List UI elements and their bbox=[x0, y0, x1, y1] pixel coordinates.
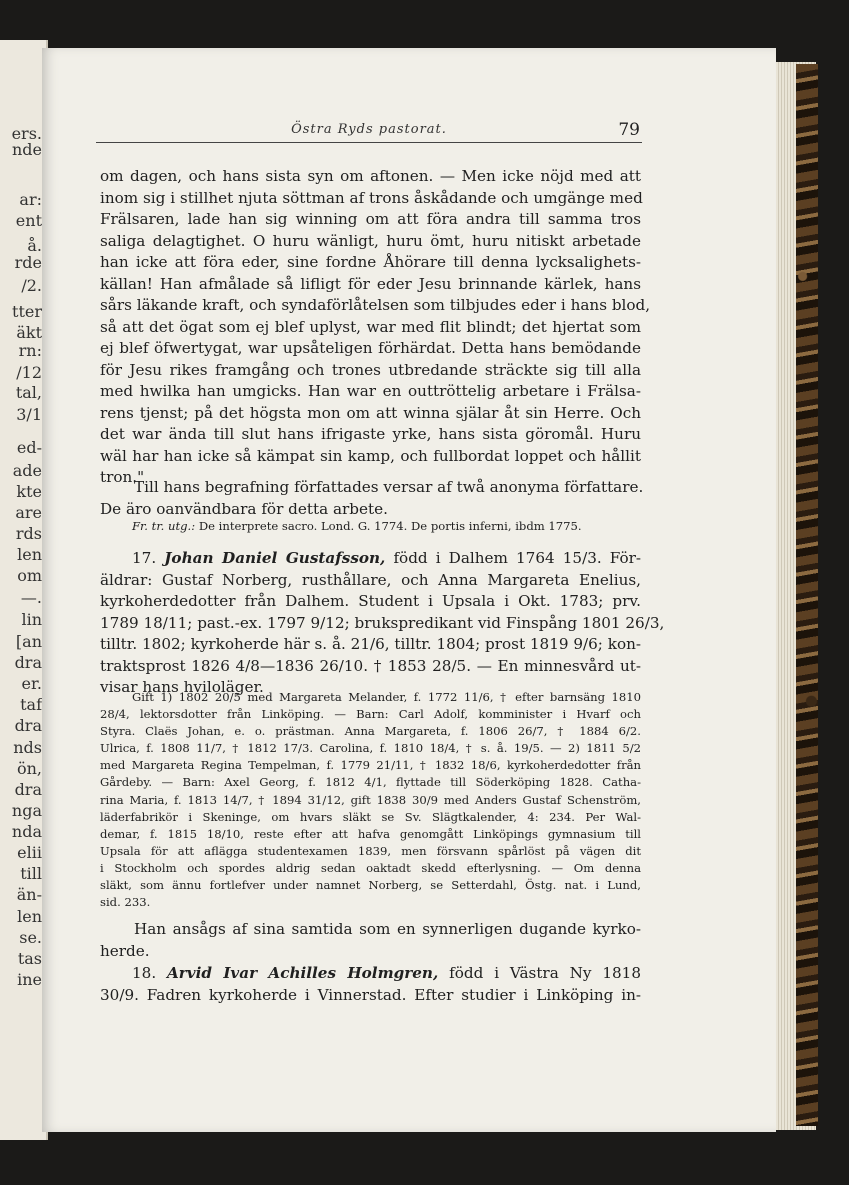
marbled-edge bbox=[796, 64, 818, 1126]
text-line: sid. 233. bbox=[100, 895, 151, 910]
left-page-fragment: ed- bbox=[16, 438, 42, 457]
entry-17 bbox=[100, 548, 665, 699]
text-line: Till hans begrafning författades versar af twå anonyma författare. bbox=[134, 478, 644, 496]
text-line: saliga delagtighet. O huru wänligt, huru ömt, huru nitiskt arbetade bbox=[100, 231, 641, 250]
left-page-fragment: än- bbox=[16, 885, 42, 904]
paragraph-1 bbox=[100, 166, 651, 489]
text-line: äldrar: Gustaf Norberg, rusthållare, och Anna Margareta Enelius, bbox=[100, 570, 641, 589]
left-page-fragment: lin bbox=[21, 610, 42, 629]
text-line: Gårdeby. — Barn: Axel Georg, f. 1812 4/1, flyttade till Söderköping 1828. Catha- bbox=[100, 775, 641, 790]
text-line: läderfabrikör i Skeninge, om hvars släkt se Sv. Slägtkalender, 4: 234. Per Wal- bbox=[100, 809, 641, 824]
source-note-label: Fr. tr. utg.: bbox=[132, 519, 196, 533]
left-page-fragment: dra bbox=[14, 653, 42, 672]
text-line: för Jesu rikes framgång och trones utbredande sträckte sig till alla bbox=[100, 360, 641, 379]
entry-17-first-line bbox=[100, 548, 641, 570]
entry-18 bbox=[100, 963, 641, 1006]
left-page-fragment: 3/1 bbox=[16, 405, 42, 424]
entry-name: Arvid Ivar Achilles Holmgren, bbox=[167, 964, 439, 982]
left-page-fragment: se. bbox=[19, 928, 42, 947]
left-page-fragment: rds bbox=[15, 524, 42, 543]
text-line: Ulrica, f. 1808 11/7, † 1812 17/3. Carolina, f. 1810 18/4, † s. å. 19/5. — 2) 1811 5/2 bbox=[100, 741, 641, 756]
text-line: 28/4, lektorsdotter från Linköping. — Barn: Carl Adolf, komminister i Hvarf och bbox=[100, 707, 641, 722]
text-line: tron." bbox=[100, 468, 145, 486]
text-line: inom sig i stillhet njuta söttman af trons åskådande och umgänge med bbox=[100, 188, 643, 207]
text-line: så att det ögat som ej blef uplyst, war med flit blindt; det hjertat som bbox=[100, 317, 641, 336]
left-page-fragment: len bbox=[17, 907, 42, 926]
left-page-fragment: kte bbox=[16, 482, 42, 501]
text-line: De äro oanvändbara för detta arbete. bbox=[100, 499, 388, 518]
text-line: kyrkoherdedotter från Dalhem. Student i Upsala i Okt. 1783; prv. bbox=[100, 592, 641, 610]
text-line: Upsala för att aflägga studentexamen 1839, men försvann spårlöst på vägen dit bbox=[100, 843, 641, 858]
text-line: Frälsaren, lade han sig winning om att föra andra till samma tros bbox=[100, 210, 641, 228]
entry-name: Johan Daniel Gustafsson, bbox=[164, 549, 386, 567]
entry-18-first-line bbox=[100, 963, 641, 985]
text-line: född i Västra Ny 1818 bbox=[449, 964, 641, 982]
left-page-fragment: om bbox=[17, 566, 42, 585]
text-line: med hwilka han umgicks. Han war en outtröttelig arbetare i Frälsa- bbox=[100, 382, 641, 400]
left-page-fragment: —. bbox=[20, 588, 42, 607]
left-page-fragment: elii bbox=[17, 843, 42, 862]
text-line: ej blef öfwertygat, war upsåteligen förhärdat. Detta hans bemödande bbox=[100, 339, 641, 357]
left-page-fragment: nga bbox=[11, 801, 42, 820]
left-page-fragment: tas bbox=[17, 949, 42, 968]
entry-number: 18. bbox=[132, 964, 157, 982]
running-title: Östra Ryds pastorat. bbox=[291, 122, 447, 137]
page-header bbox=[96, 120, 642, 143]
left-page-fragment: nda bbox=[11, 822, 42, 841]
left-page-fragment: [an bbox=[15, 632, 42, 651]
left-page-fragment: ent bbox=[15, 211, 42, 230]
text-line: med Margareta Regina Tempelman, f. 1779 21/11, † 1832 18/6, kyrkoherdedotter från bbox=[100, 758, 641, 773]
text-line: tilltr. 1802; kyrkoherde här s. å. 21/6, tilltr. 1804; prost 1819 9/6; kon- bbox=[100, 635, 642, 653]
text-line: Styra. Claës Johan, e. o. prästman. Anna Margareta, f. 1806 26/7, † 1884 6/2. bbox=[100, 724, 641, 739]
text-line: visar hans hviloläger. bbox=[100, 678, 264, 696]
left-page-fragment: /2. bbox=[21, 276, 42, 295]
left-page-fragment: äkt bbox=[16, 323, 42, 342]
left-page-fragment: taf bbox=[20, 695, 42, 714]
text-line: det war ända till slut hans ifrigaste yrke, hans sista göromål. Huru bbox=[100, 425, 641, 443]
left-page-fragment: dra bbox=[14, 716, 42, 735]
left-page bbox=[0, 40, 48, 1140]
text-line: wäl har han icke så kämpat sin kamp, och fullbordat loppet och hållit bbox=[100, 446, 641, 465]
left-page-fragment: ine bbox=[17, 970, 42, 989]
left-page-fragment: tal, bbox=[15, 383, 42, 402]
text-line: källan! Han afmålade så lifligt för eder Jesu brinnande kärlek, hans bbox=[100, 274, 641, 293]
text-line: född i Dalhem 1764 15/3. För- bbox=[393, 549, 642, 567]
left-page-fragment: å. bbox=[27, 236, 42, 255]
text-line: släkt, som ännu fortlefver under namnet Norberg, se Setterdahl, Östg. nat. i Lund, bbox=[100, 878, 641, 893]
text-line: traktsprost 1826 4/8—1836 26/10. † 1853 28/5. — En minnesvård ut- bbox=[100, 656, 641, 675]
text-line: rina Maria, f. 1813 14/7, † 1894 31/12, gift 1838 30/9 med Anders Gustaf Schenström, bbox=[100, 792, 641, 807]
paragraph-3 bbox=[100, 919, 641, 962]
family-notes bbox=[100, 689, 641, 911]
left-page-fragment: nde bbox=[11, 140, 42, 159]
left-page-fragment: er. bbox=[21, 674, 42, 693]
text-line: Gift 1) 1802 20/5 med Margareta Melander, f. 1772 11/6, † efter barnsäng 1810 bbox=[132, 690, 641, 704]
left-page-fragment: tter bbox=[12, 302, 42, 321]
left-page-fragment: are bbox=[15, 503, 42, 522]
text-line: Han ansågs af sina samtida som en synnerligen dugande kyrko- bbox=[134, 920, 641, 938]
left-page-fragment: till bbox=[20, 864, 42, 883]
text-line: i Stockholm och spordes aldrig sedan oaktadt skedd efterlysning. — Om denna bbox=[100, 860, 641, 875]
text-line: herde. bbox=[100, 941, 150, 960]
left-page-fragment: /12 bbox=[16, 363, 42, 382]
source-note bbox=[100, 518, 641, 536]
text-line: sårs läkande kraft, och syndaförlåtelsen som tilbjudes eder i hans blod, bbox=[100, 296, 651, 314]
left-page-fragment: ön, bbox=[16, 759, 42, 778]
text-line: demar, f. 1815 18/10, reste efter att hafva genomgått Linköpings gymnasium till bbox=[100, 826, 641, 841]
left-page-fragment: ers. bbox=[11, 124, 42, 143]
text-line: han icke att föra eder, sine fordne Åhörare till denna lycksalighets- bbox=[100, 253, 641, 271]
left-page-fragment: rde bbox=[14, 253, 42, 272]
left-page-fragment: len bbox=[17, 545, 42, 564]
source-note-line bbox=[100, 518, 641, 536]
left-page-fragment: nds bbox=[13, 738, 42, 757]
entry-number: 17. bbox=[132, 549, 157, 567]
text-line: om dagen, och hans sista syn om aftonen. — Men icke nöjd med att bbox=[100, 167, 641, 185]
text-line: rens tjenst; på det högsta mon om att winna själar åt sin Herre. Och bbox=[100, 403, 641, 422]
source-note-text: De interprete sacro. Lond. G. 1774. De portis inferni, ibdm 1775. bbox=[198, 519, 582, 533]
page-number: 79 bbox=[618, 120, 640, 140]
text-line: 1789 18/11; past.-ex. 1797 9/12; brukspredikant vid Finspång 1801 26/3, bbox=[100, 613, 665, 632]
left-page-fragment: rn: bbox=[18, 341, 42, 360]
paragraph-2 bbox=[100, 477, 644, 520]
left-page-fragment: ade bbox=[12, 461, 42, 480]
left-page-fragment: dra bbox=[14, 780, 42, 799]
text-line: 30/9. Fadren kyrkoherde i Vinnerstad. Efter studier i Linköping in- bbox=[100, 985, 641, 1004]
left-page-fragment: ar: bbox=[19, 190, 42, 209]
